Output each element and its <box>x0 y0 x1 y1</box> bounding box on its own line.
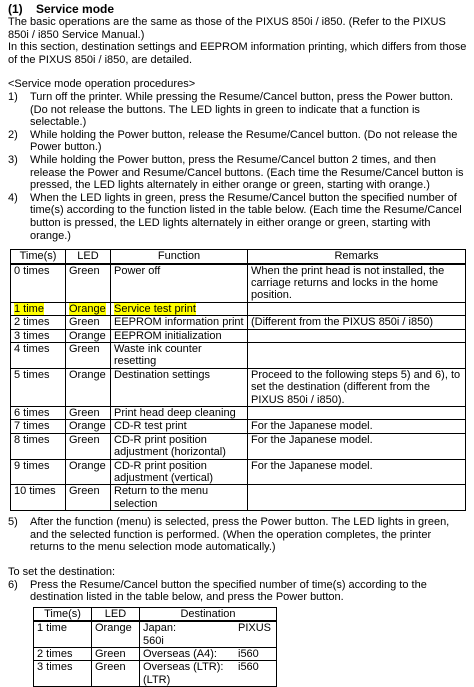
procedure-step <box>8 516 467 554</box>
cell-remarks <box>248 406 466 419</box>
cell-led: Orange <box>66 420 111 433</box>
table-row <box>11 459 466 485</box>
cell-times: 10 times <box>11 485 66 511</box>
procedure-step <box>8 579 467 604</box>
header-times: Time(s) <box>34 607 92 621</box>
step-number: 2) <box>8 128 18 141</box>
cell-led: Orange <box>92 621 140 647</box>
cell-function: Power off <box>111 264 248 303</box>
destination-heading: To set the destination: <box>8 566 116 578</box>
cell-times: 3 times <box>34 661 92 687</box>
intro-paragraph-1: The basic operations are the same as those of the PIXUS 850i / i850. (Refer to the PIXUS 850i / i850 Service Manual.) <box>8 16 446 41</box>
cell-function: EEPROM information print <box>111 316 248 329</box>
highlighted-text: Orange <box>69 302 106 315</box>
table-row <box>11 433 466 459</box>
function-table <box>10 249 466 511</box>
step-number: 3) <box>8 153 18 166</box>
cell-function: Print head deep cleaning <box>111 406 248 419</box>
procedure-step <box>8 154 467 192</box>
table-header-row <box>34 607 277 621</box>
table-row <box>34 661 277 687</box>
cell-remarks <box>248 329 466 342</box>
step-number: 1) <box>8 90 18 103</box>
destination-region: Japan: <box>143 622 177 635</box>
cell-function: EEPROM initialization <box>111 329 248 342</box>
cell-remarks <box>248 302 466 315</box>
cell-times: 7 times <box>11 420 66 433</box>
table-row <box>11 316 466 329</box>
step-text: After the function (menu) is selected, press the Power button. The LED lights in green, and the selected function is performed. (When the operation completes, the printer returns to the menu selection mode automatically.) <box>30 516 450 554</box>
table-row <box>11 485 466 511</box>
procedure-step <box>8 192 467 242</box>
procedure-step <box>8 91 467 129</box>
table-header-row <box>11 250 466 264</box>
cell-times: 1 time <box>34 621 92 647</box>
destination-model: PIXUS 560i <box>143 622 272 647</box>
cell-function: CD-R test print <box>111 420 248 433</box>
step-text: When the LED lights in green, press the Resume/Cancel button the specified number of time(s) according to the function listed in the table below. (Each time the Resume/Cancel button is pressed, the LED lights alternately in either orange or green, starting with orange.) <box>30 191 462 242</box>
cell-times: 9 times <box>11 459 66 485</box>
cell-remarks: For the Japanese model. <box>248 459 466 485</box>
cell-led: Green <box>92 648 140 661</box>
after-steps <box>8 516 467 554</box>
section-number: (1) <box>8 2 23 16</box>
step-number: 6) <box>8 578 18 591</box>
cell-remarks: When the print head is not installed, the carriage returns and locks in the home position. <box>248 264 466 303</box>
table-row <box>11 406 466 419</box>
table-row <box>11 264 466 303</box>
cell-led: Green <box>92 661 140 687</box>
destination-table <box>33 607 277 687</box>
step-number: 4) <box>8 191 18 204</box>
destination-steps <box>8 579 467 604</box>
cell-led <box>66 302 111 315</box>
step-text: While holding the Power button, release the Resume/Cancel button. (Do not release the Power button.) <box>30 128 458 154</box>
cell-remarks: For the Japanese model. <box>248 420 466 433</box>
cell-times: 5 times <box>11 368 66 406</box>
cell-destination <box>140 621 277 647</box>
header-led: LED <box>92 607 140 621</box>
cell-times: 4 times <box>11 342 66 368</box>
header-led: LED <box>66 250 111 264</box>
table-row <box>11 420 466 433</box>
intro-paragraph-2: In this section, destination settings and EEPROM information printing, which differs from those of the PIXUS 850i / i850, are detailed. <box>8 41 467 66</box>
highlighted-text: 1 time <box>14 302 44 315</box>
cell-function: CD-R print position adjustment (vertical) <box>111 459 248 485</box>
section-heading <box>8 2 467 16</box>
cell-led: Green <box>66 264 111 303</box>
destination-model: i560 <box>238 648 259 660</box>
procedures-heading: <Service mode operation procedures> <box>8 78 196 91</box>
procedure-step <box>8 129 467 154</box>
cell-times: 2 times <box>11 316 66 329</box>
table-row <box>11 342 466 368</box>
step-text: Turn off the printer. While pressing the Resume/Cancel button, press the Power button. (Do not release the buttons. The LED lights in green to indicate that a function is selectable.) <box>30 90 454 129</box>
table-row <box>11 302 466 315</box>
cell-function: Destination settings <box>111 368 248 406</box>
table-row <box>11 329 466 342</box>
cell-times <box>11 302 66 315</box>
table-row <box>34 621 277 647</box>
cell-led: Orange <box>66 368 111 406</box>
cell-times: 6 times <box>11 406 66 419</box>
destination-region: Overseas (A4): <box>143 648 217 660</box>
table-row <box>11 368 466 406</box>
cell-destination <box>140 661 277 687</box>
highlighted-text: Service test print <box>114 302 196 315</box>
procedure-steps <box>8 91 467 242</box>
cell-led: Green <box>66 406 111 419</box>
cell-destination <box>140 648 277 661</box>
cell-function: Waste ink counter resetting <box>111 342 248 368</box>
header-destination: Destination <box>140 607 277 621</box>
cell-function: CD-R print position adjustment (horizontal) <box>111 433 248 459</box>
cell-led: Green <box>66 342 111 368</box>
destination-model: i560 (LTR) <box>143 661 259 686</box>
header-times: Time(s) <box>11 250 66 264</box>
step-text: While holding the Power button, press the Resume/Cancel button 2 times, and then release the Power and Resume/Cancel buttons. (Each time the Resume/Cancel button is pressed, the LED lights alternately in either orange or green, starting with orange.) <box>30 153 464 192</box>
header-function: Function <box>111 250 248 264</box>
header-remarks: Remarks <box>248 250 466 264</box>
cell-times: 3 times <box>11 329 66 342</box>
cell-times: 2 times <box>34 648 92 661</box>
cell-function <box>111 302 248 315</box>
step-text: Press the Resume/Cancel button the specified number of time(s) according to the destination listed in the table below, and press the Power button. <box>30 578 427 604</box>
cell-remarks: (Different from the PIXUS 850i / i850) <box>248 316 466 329</box>
cell-remarks <box>248 485 466 511</box>
cell-remarks: Proceed to the following steps 5) and 6), to set the destination (different from the PIXUS 850i / i850). <box>248 368 466 406</box>
cell-led: Green <box>66 433 111 459</box>
cell-times: 8 times <box>11 433 66 459</box>
table-row <box>34 648 277 661</box>
cell-led: Green <box>66 316 111 329</box>
step-number: 5) <box>8 516 18 529</box>
cell-remarks <box>248 342 466 368</box>
cell-function: Return to the menu selection <box>111 485 248 511</box>
cell-led: Green <box>66 485 111 511</box>
cell-remarks: For the Japanese model. <box>248 433 466 459</box>
cell-led: Orange <box>66 459 111 485</box>
section-title: Service mode <box>36 2 115 16</box>
cell-times: 0 times <box>11 264 66 303</box>
cell-led: Orange <box>66 329 111 342</box>
destination-region: Overseas (LTR): <box>143 661 224 674</box>
